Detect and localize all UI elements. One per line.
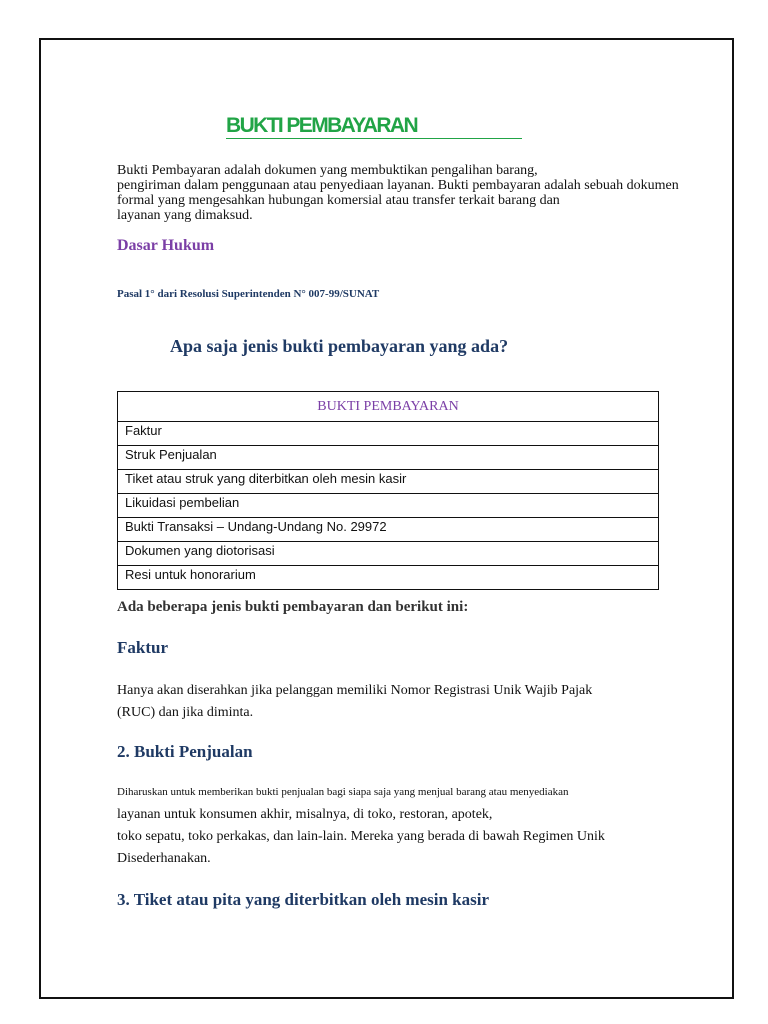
- cash-register-ticket-heading: 3. Tiket atau pita yang diterbitkan oleh mesin kasir: [117, 890, 490, 909]
- table-header: BUKTI PEMBAYARAN: [118, 392, 659, 422]
- types-question-heading: Apa saja jenis bukti pembayaran yang ada?: [170, 336, 509, 356]
- paragraph-line: Hanya akan diserahkan jika pelanggan memiliki Nomor Registrasi Unik Wajib Pajak: [117, 683, 593, 698]
- types-lead-text: Ada beberapa jenis bukti pembayaran dan berikut ini:: [117, 599, 469, 615]
- paragraph-line: Disederhanakan.: [117, 851, 211, 866]
- table-cell: Tiket atau struk yang diterbitkan oleh mesin kasir: [118, 470, 659, 494]
- table-cell: Resi untuk honorarium: [118, 566, 659, 590]
- table-cell: Dokumen yang diotorisasi: [118, 542, 659, 566]
- table-row: [118, 566, 659, 590]
- intro-line: layanan yang dimaksud.: [117, 208, 253, 223]
- intro-line: formal yang mengesahkan hubungan komersial atau transfer terkait barang dan: [117, 193, 560, 208]
- table-cell: Faktur: [118, 422, 659, 446]
- intro-line: pengiriman dalam penggunaan atau penyediaan layanan. Bukti pembayaran adalah sebuah dokumen: [117, 178, 679, 193]
- legal-reference: Pasal 1° dari Resolusi Superintenden N° 007-99/SUNAT: [117, 288, 380, 300]
- sales-receipt-small-line: Diharuskan untuk memberikan bukti penjualan bagi siapa saja yang menjual barang atau menyediakan: [117, 786, 569, 798]
- paragraph-line: toko sepatu, toko perkakas, dan lain-lain. Mereka yang berada di bawah Regimen Unik: [117, 829, 605, 844]
- document-title: BUKTI PEMBAYARAN: [226, 114, 418, 137]
- table-row: [118, 494, 659, 518]
- intro-line: Bukti Pembayaran adalah dokumen yang membuktikan pengalihan barang,: [117, 163, 538, 178]
- table-row: [118, 470, 659, 494]
- table-row: [118, 422, 659, 446]
- legal-basis-heading: Dasar Hukum: [117, 237, 215, 254]
- intro-paragraph: [117, 163, 717, 223]
- paragraph-line: (RUC) dan jika diminta.: [117, 705, 254, 720]
- table-row: [118, 542, 659, 566]
- title-underline: [226, 138, 522, 139]
- table-cell: Likuidasi pembelian: [118, 494, 659, 518]
- table-row: [118, 446, 659, 470]
- sales-receipt-paragraph: [117, 804, 605, 870]
- paragraph-line: layanan untuk konsumen akhir, misalnya, di toko, restoran, apotek,: [117, 807, 493, 822]
- payment-proof-table: [117, 391, 659, 590]
- table-cell: Bukti Transaksi – Undang-Undang No. 29972: [118, 518, 659, 542]
- faktur-paragraph: [117, 680, 592, 724]
- sales-receipt-heading: 2. Bukti Penjualan: [117, 742, 253, 761]
- faktur-heading: Faktur: [117, 638, 168, 657]
- table-row: [118, 518, 659, 542]
- table-cell: Struk Penjualan: [118, 446, 659, 470]
